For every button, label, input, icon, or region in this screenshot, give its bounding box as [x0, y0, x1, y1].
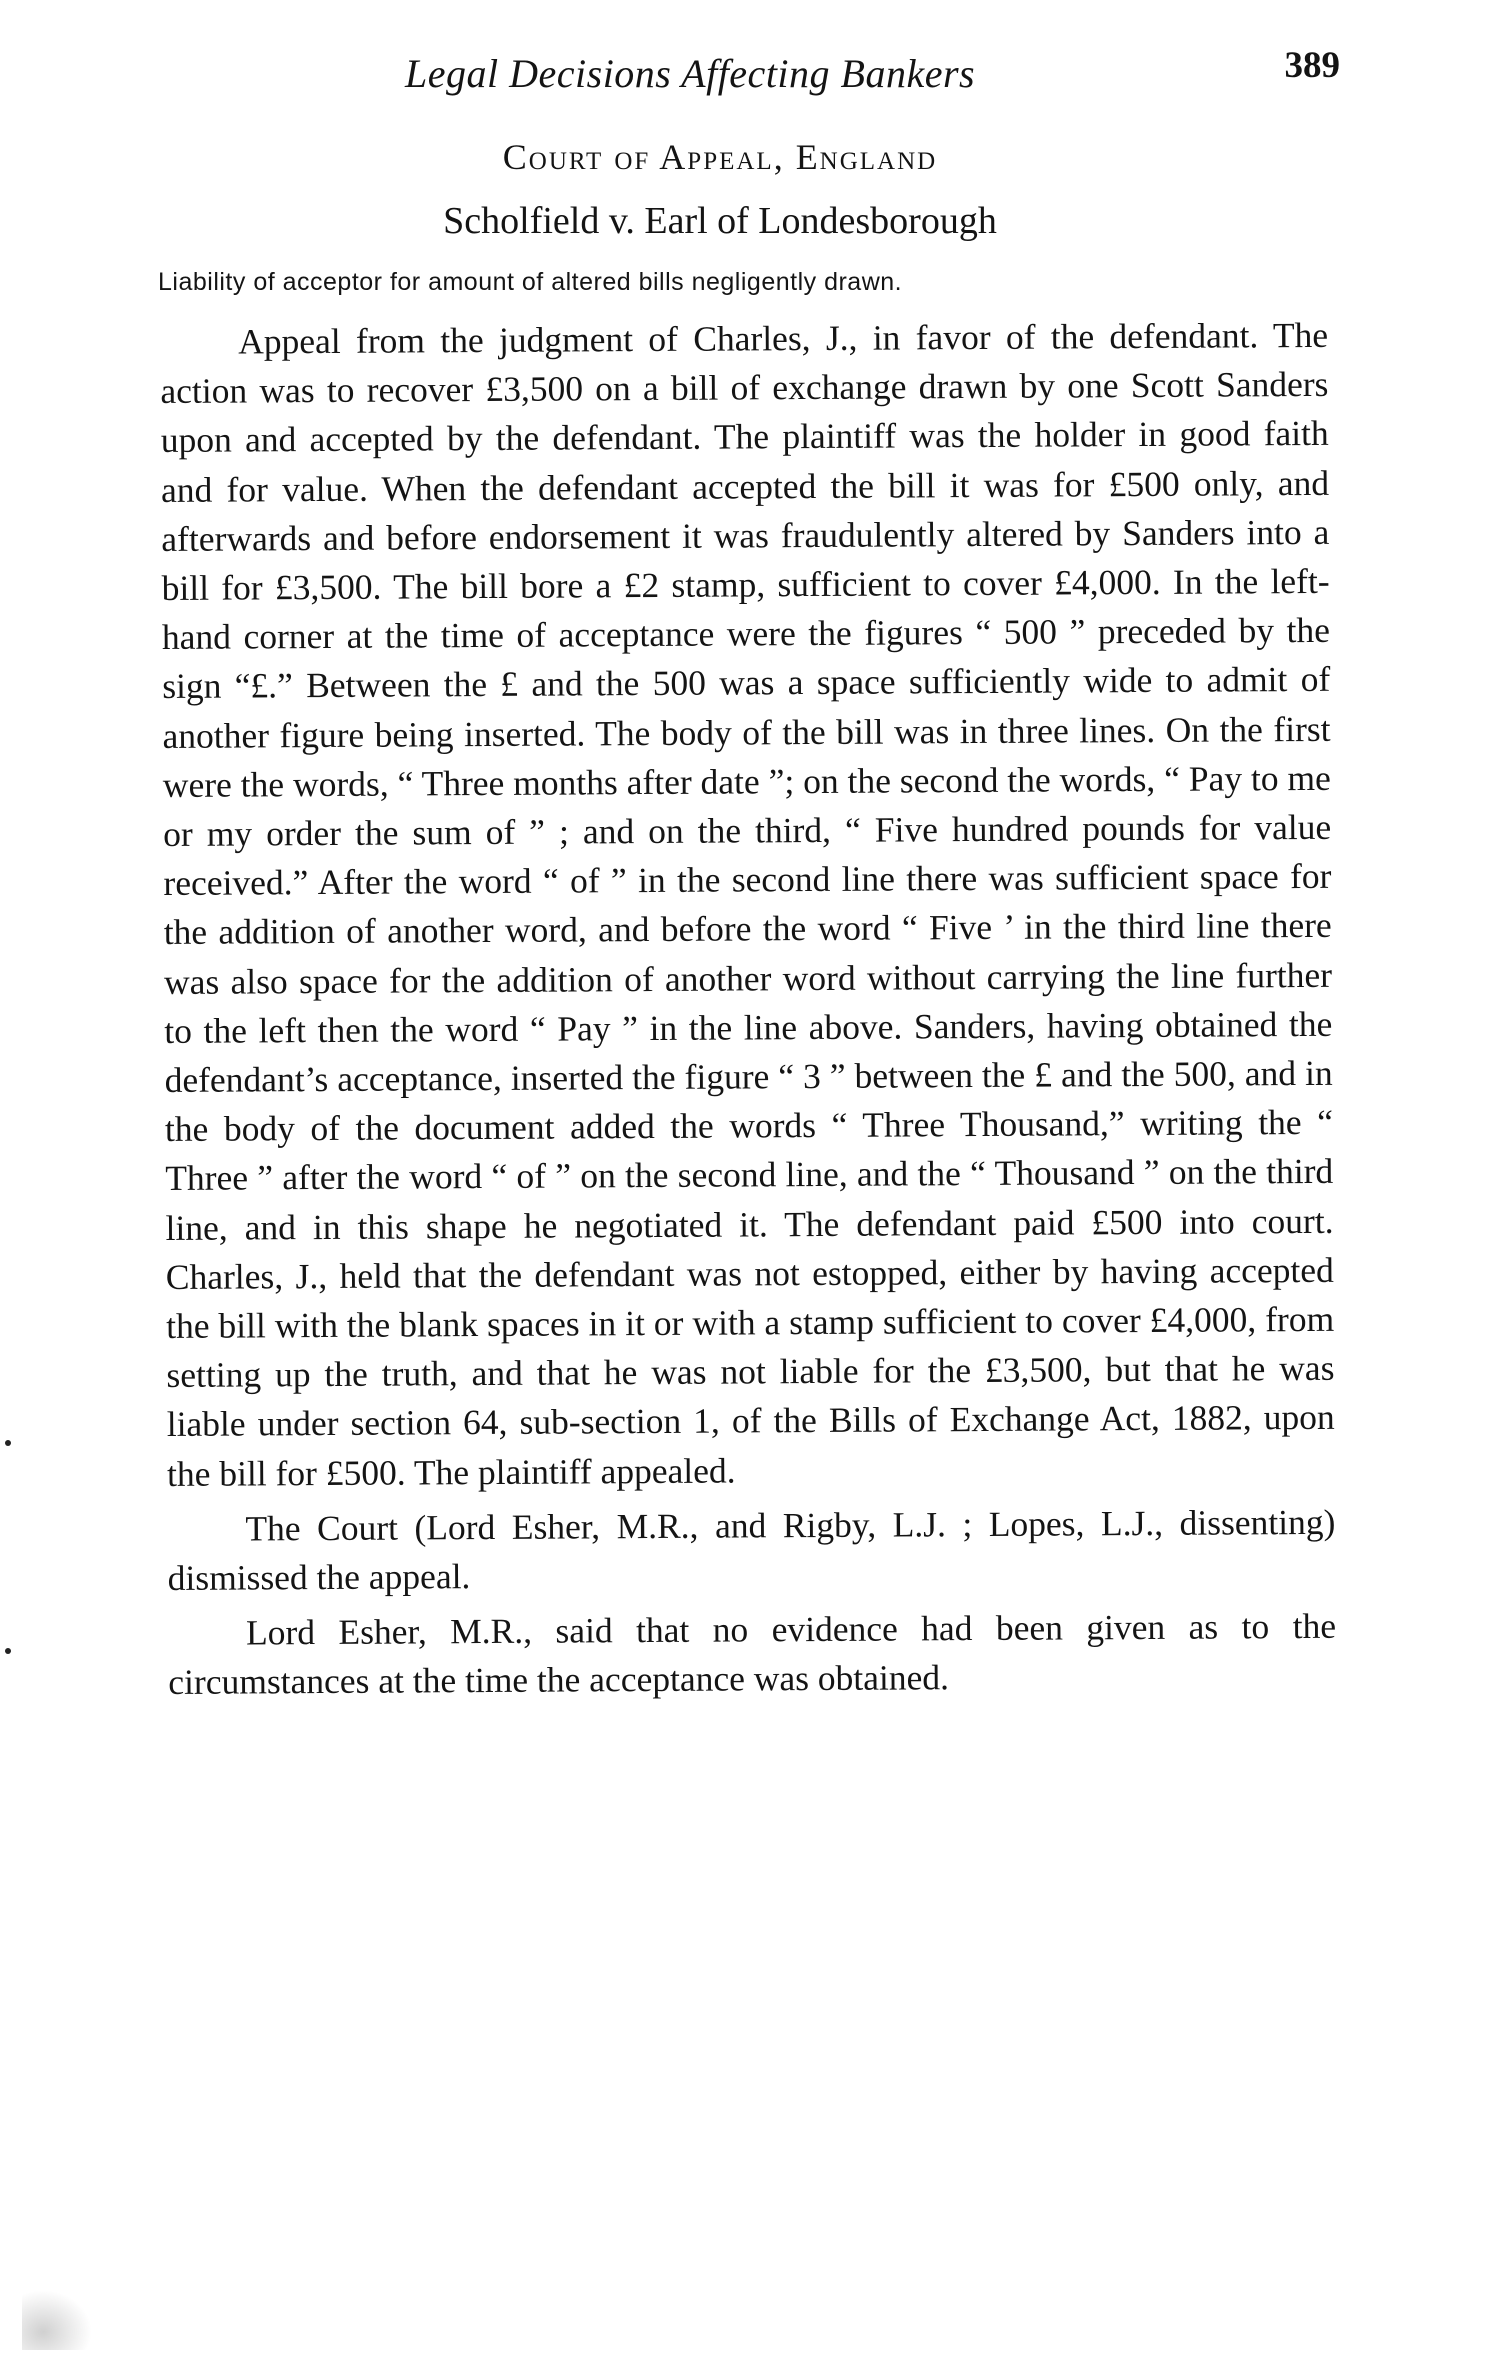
court-heading: Court of Appeal, England	[502, 137, 938, 177]
scan-smudge	[22, 2290, 92, 2350]
margin-speck	[5, 1648, 11, 1654]
paragraph-ruling: The Court (Lord Esher, M.R., and Rigby, L.J. ; Lopes, L.J., dissenting) dismissed the appeal.	[167, 1501, 1336, 1599]
page-number: 389	[1284, 45, 1340, 86]
paragraph-facts: Appeal from the judgment of Charles, J., in favor of the defendant. The action was to recover £3,500 on a bill of exchange drawn by one Scott Sanders upon and accepted by the defendant. The plaintiff was the holder in good faith and for value. When the defendant accepted the bill it was for £500 only, and afterwards and before endorsement it was fraudulently altered by Sanders into a bill for £3,500. The bill bore a £2 stamp, sufficient to cover £4,000. In the left-hand corner at the time of acceptance were the figures “ 500 ” preceded by the sign “£.” Between the £ and the 500 was a space sufficiently wide to admit of another figure being inserted. The body of the bill was in three lines. On the first were the words, “ Three months after date ”; on the second the words, “ Pay to me or my order the sum of ” ; and on the third, “ Five hundred pounds for value received.” After the word “ of ” in the second line there was sufficient space for the addition of another word, and before the word “ Five ’ in the third line there was also space for the addition of another word without carrying the line further to the left then the word “ Pay ” in the line above. Sanders, having obtained the defendant’s acceptance, inserted the figure “ 3 ” between the £ and the 500, and in the body of the document added the words “ Three Thousand,” writing the “ Three ” after the word “ of ” on the second line, and the “ Thousand ” on the third line, and in this shape he negotiated it. The defendant paid £500 into court. Charles, J., held that the defendant was not estopped, either by having accepted the bill with the blank spaces in it or with a stamp sufficient to cover £4,000, from setting up the truth, and that he was not liable for the £3,500, but that he was liable under section 64, sub-section 1, of the Bills of Exchange Act, 1882, upon the bill for £500. The plaintiff appealed.	[160, 314, 1335, 1494]
running-title: Legal Decisions Affecting Bankers	[405, 51, 976, 96]
running-head	[160, 44, 1340, 104]
case-body	[160, 311, 1336, 1708]
margin-speck	[5, 1440, 11, 1446]
paragraph-opinion: Lord Esher, M.R., said that no evidence had been given as to the circumstances at the time the acceptance was obtained.	[168, 1606, 1337, 1703]
case-headnote: Liability of acceptor for amount of altered bills negligently drawn.	[158, 268, 903, 296]
case-title: Scholfield v. Earl of Londesborough	[443, 200, 997, 242]
